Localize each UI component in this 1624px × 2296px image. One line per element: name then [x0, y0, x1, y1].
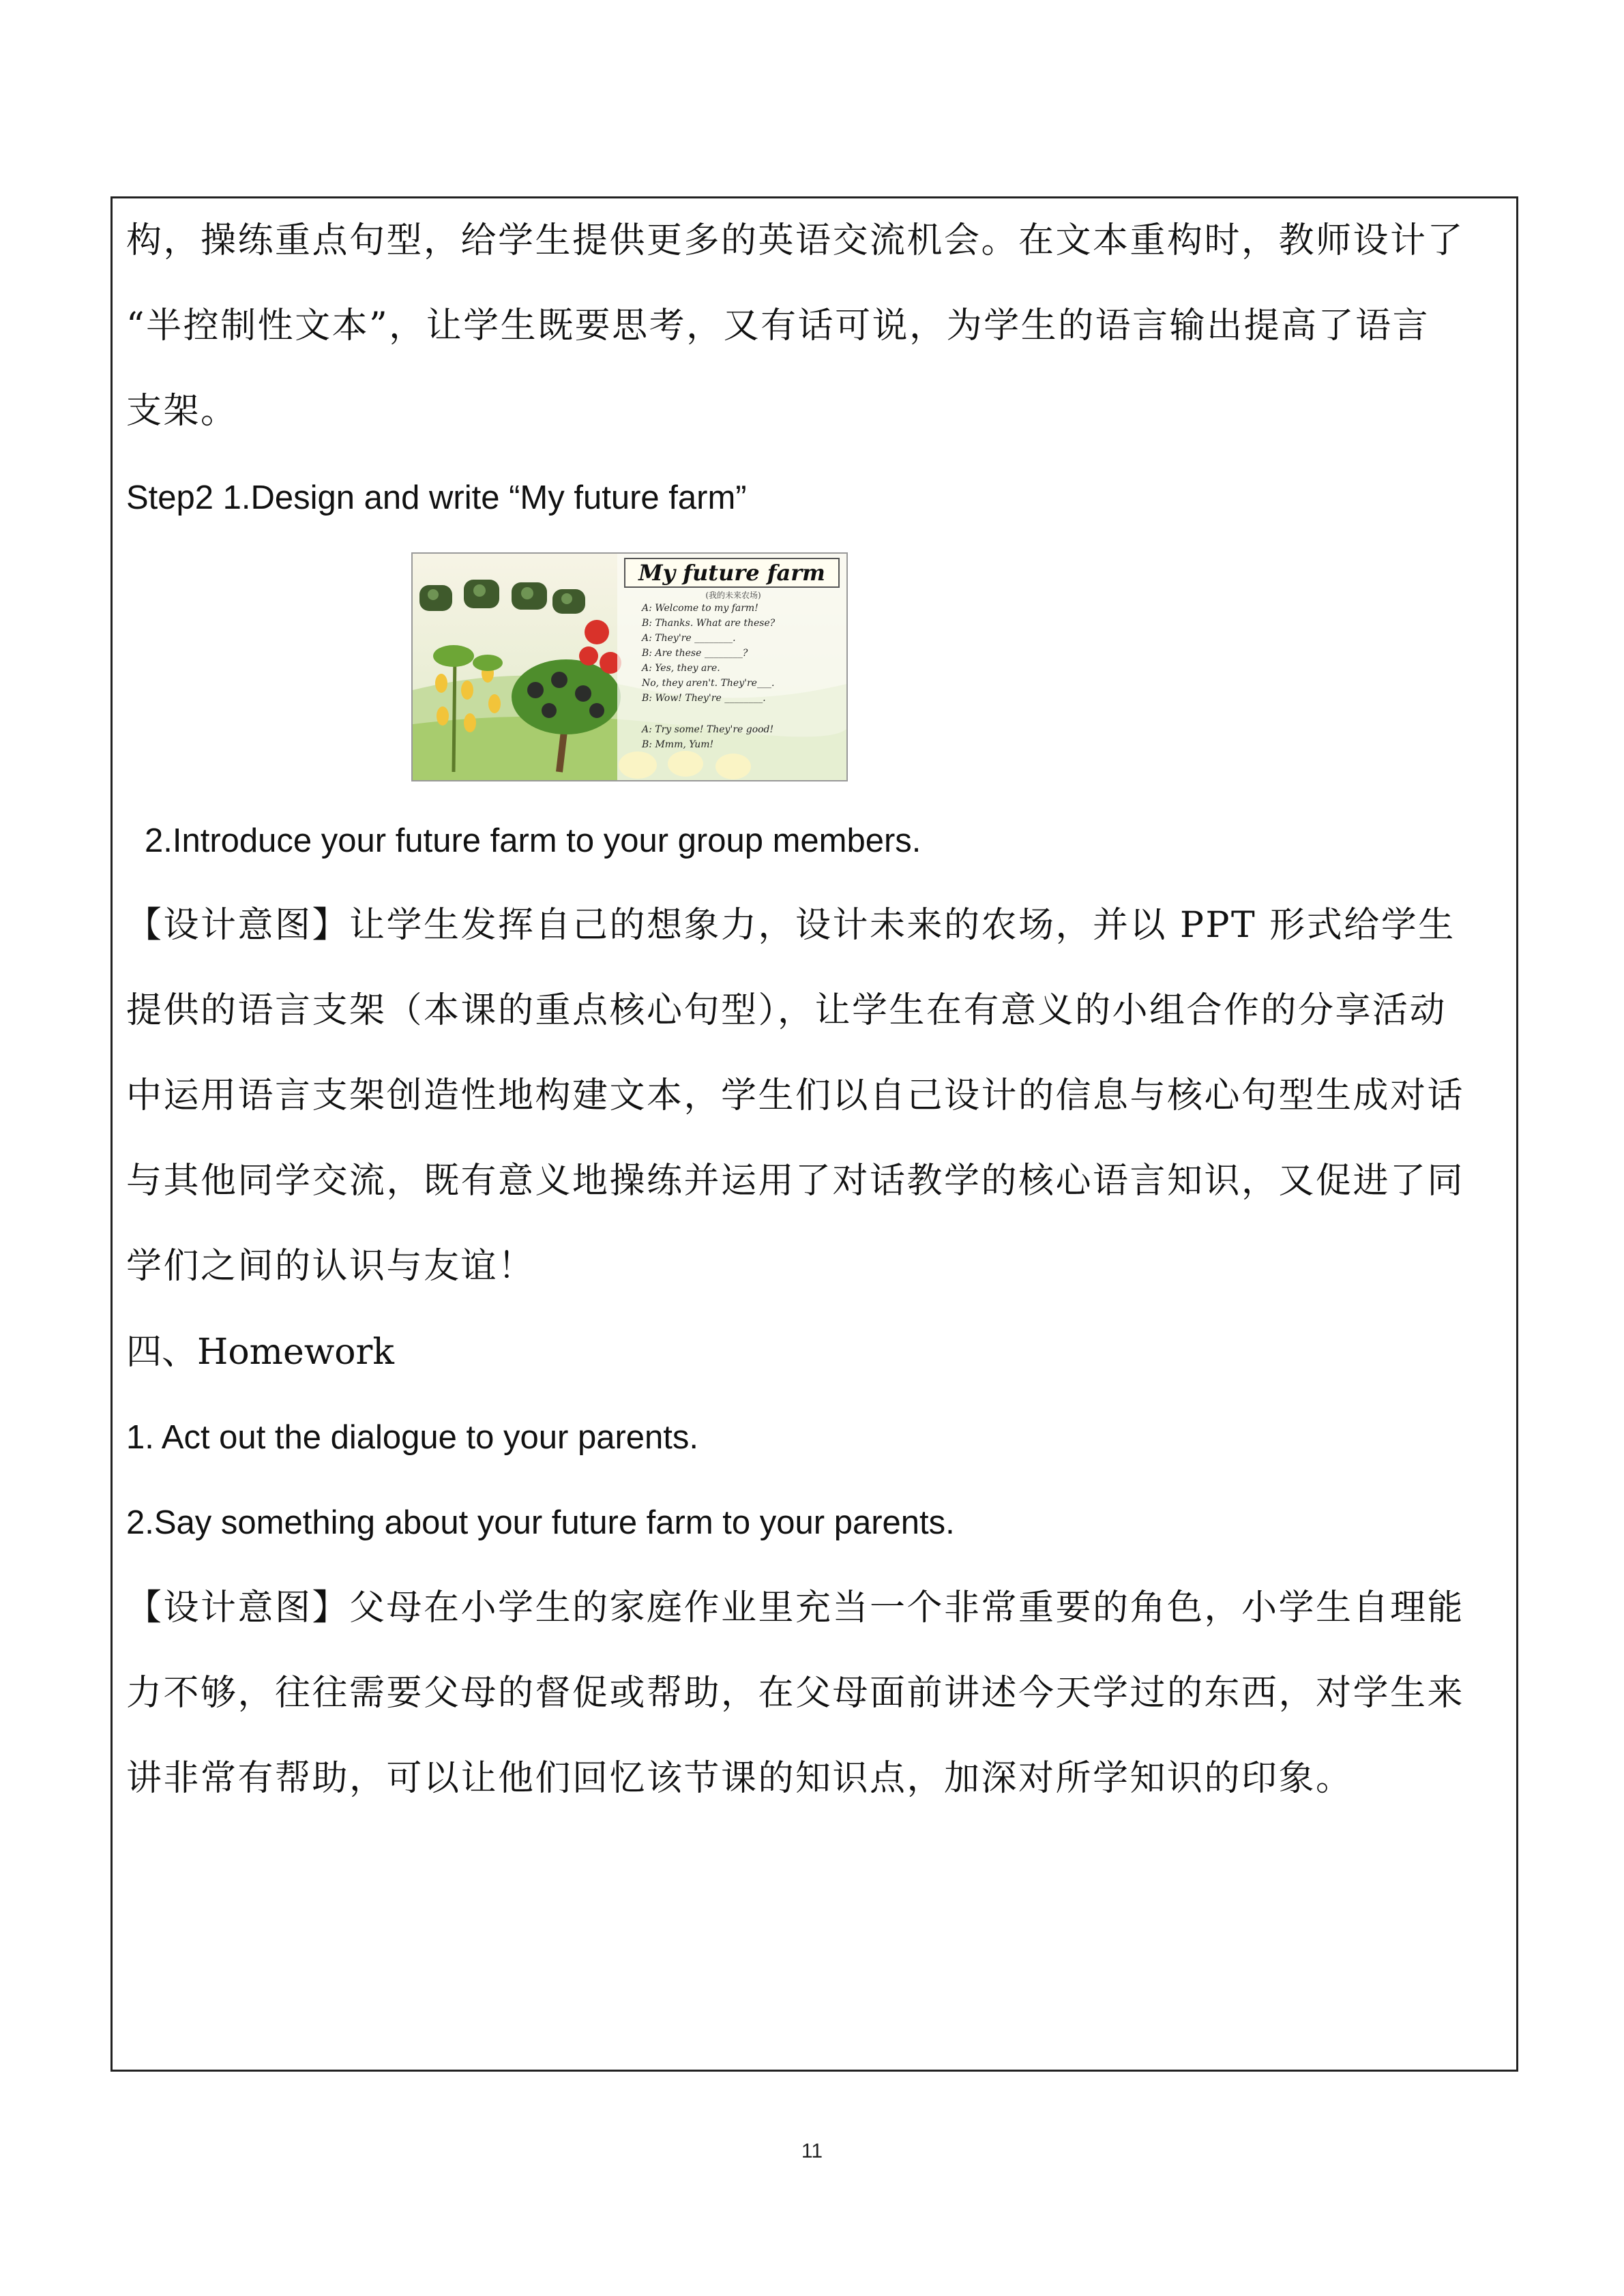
dialogue-line: B: Are these ________? — [642, 648, 748, 659]
design-intent-1-line-4: 与其他同学交流，既有意义地操练并运用了对话教学的核心语言知识，又促进了同 — [126, 1161, 1465, 1202]
design-intent-1-line-2: 提供的语言支架（本课的重点核心句型），让学生在有意义的小组合作的分享活动 — [126, 990, 1447, 1031]
paragraph-line-3: 支架。 — [126, 391, 238, 432]
slide-dialogue-panel — [617, 554, 848, 781]
dialogue-line: A: Welcome to my farm! — [642, 603, 758, 614]
paragraph-line-2: “半控制性文本”，让学生既要思考，又有话可说，为学生的语言输出提高了语言 — [126, 305, 1430, 346]
dialogue-line: A: Yes, they are. — [642, 663, 720, 674]
design-intent-2-line-2: 力不够，往往需要父母的督促或帮助，在父母面前讲述今天学过的东西，对学生来 — [126, 1673, 1465, 1714]
step2-heading: Step2 1.Design and write “My future farm” — [126, 479, 747, 516]
paragraph-line-1: 构，操练重点句型，给学生提供更多的英语交流机会。在文本重构时，教师设计了 — [126, 220, 1465, 261]
slide-subtitle: (我的未来农场) — [705, 591, 761, 600]
step2-item-2: 2.Introduce your future farm to your group members. — [145, 822, 921, 859]
design-intent-2-line-3: 讲非常有帮助，可以让他们回忆该节课的知识点，加深对所学知识的印象。 — [126, 1758, 1353, 1799]
page-number: 11 — [801, 2140, 823, 2162]
dialogue-line: B: Mmm, Yum! — [642, 739, 714, 750]
design-intent-2-line-1: 【设计意图】父母在小学生的家庭作业里充当一个非常重要的角色，小学生自理能 — [126, 1587, 1465, 1628]
dialogue-line: B: Thanks. What are these? — [642, 618, 776, 629]
homework-heading: 四、Homework — [126, 1332, 394, 1373]
design-intent-1-line-1: 【设计意图】让学生发挥自己的想象力，设计未来的农场，并以 PPT 形式给学生 — [126, 905, 1456, 946]
dialogue-line: A: They're ________. — [642, 633, 736, 644]
design-intent-1-line-5: 学们之间的认识与友谊！ — [126, 1246, 535, 1287]
homework-item-2: 2.Say something about your future farm to your parents. — [126, 1504, 955, 1541]
slide-title: My future farm — [624, 558, 840, 588]
design-intent-1-line-3: 中运用语言支架创造性地构建文本，学生们以自己设计的信息与核心句型生成对话 — [126, 1075, 1465, 1116]
dialogue-line: B: Wow! They're ________. — [642, 693, 766, 704]
farm-slide-image — [411, 552, 848, 781]
dialogue-line: No, they aren't. They're___. — [642, 678, 775, 689]
dialogue-line: A: Try some! They're good! — [642, 724, 774, 735]
homework-item-1: 1. Act out the dialogue to your parents. — [126, 1419, 699, 1456]
